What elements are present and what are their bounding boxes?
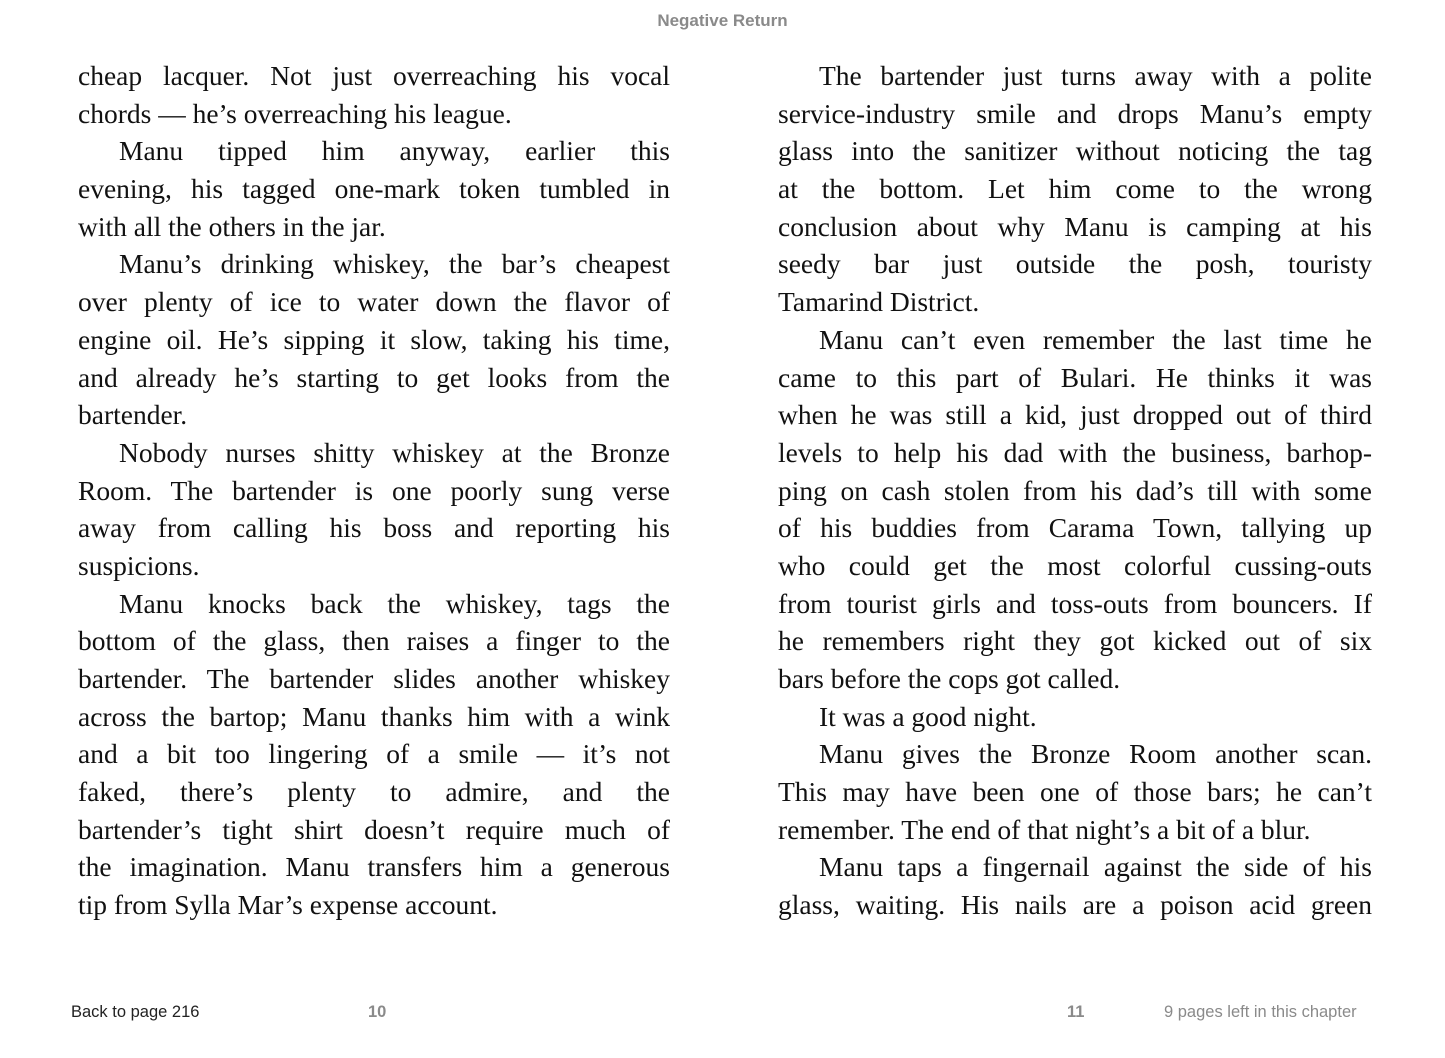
text-line: seedy bar just outside the posh, touristy bbox=[778, 248, 1372, 280]
text-line: suspicions. bbox=[78, 549, 200, 581]
back-to-page-link[interactable]: Back to page 216 bbox=[71, 1003, 200, 1021]
text-line: who could get the most colorful cussing-outs bbox=[778, 549, 1372, 581]
text-line: with all the others in the jar. bbox=[78, 210, 386, 242]
text-line: tip from Sylla Mar’s expense account. bbox=[78, 889, 498, 921]
text-line: Nobody nurses shitty whiskey at the Bronze bbox=[119, 436, 670, 468]
text-line: away from calling his boss and reporting his bbox=[78, 512, 670, 544]
text-line: This may have been one of those bars; he can’t bbox=[778, 776, 1372, 808]
text-line: glass, waiting. His nails are a poison acid green bbox=[778, 889, 1372, 921]
text-line: The bartender just turns away with a polite bbox=[819, 60, 1372, 91]
text-line: conclusion about why Manu is camping at his bbox=[778, 210, 1372, 242]
text-line: he remembers right they got kicked out of six bbox=[778, 625, 1372, 657]
text-line: Manu’s drinking whiskey, the bar’s cheapest bbox=[119, 248, 670, 280]
text-line: bartender. The bartender slides another whiskey bbox=[78, 663, 670, 694]
pages-left-in-chapter: 9 pages left in this chapter bbox=[1164, 1003, 1357, 1021]
text-line: bartender’s tight shirt doesn’t require much of bbox=[78, 813, 670, 845]
text-line: ping on cash stolen from his dad’s till with some bbox=[778, 474, 1372, 506]
text-line: bottom of the glass, then raises a finger to the bbox=[78, 625, 670, 657]
text-line: when he was still a kid, just dropped out of third bbox=[778, 399, 1372, 431]
text-line: chords — he’s overreaching his league. bbox=[78, 97, 512, 129]
text-line: and a bit too lingering of a smile — it’s not bbox=[78, 738, 670, 770]
text-line: over plenty of ice to water down the flavor of bbox=[78, 286, 670, 318]
right-page-number: 11 bbox=[1067, 1003, 1085, 1021]
text-line: of his buddies from Carama Town, tallying up bbox=[778, 512, 1372, 544]
text-line: faked, there’s plenty to admire, and the bbox=[78, 776, 670, 808]
text-line: from tourist girls and toss-outs from bouncers. If bbox=[778, 587, 1372, 619]
right-page bbox=[778, 57, 1372, 924]
text-line: across the bartop; Manu thanks him with a wink bbox=[78, 700, 670, 732]
text-line: evening, his tagged one-mark token tumbled in bbox=[78, 173, 670, 205]
text-line: glass into the sanitizer without noticing the tag bbox=[778, 135, 1372, 167]
text-line: It was a good night. bbox=[819, 700, 1037, 732]
text-line: bartender. bbox=[78, 399, 188, 431]
text-line: at the bottom. Let him come to the wrong bbox=[778, 173, 1372, 205]
text-line: and already he’s starting to get looks from the bbox=[78, 361, 670, 393]
text-line: service-industry smile and drops Manu’s empty bbox=[778, 97, 1372, 129]
text-line: Manu can’t even remember the last time he bbox=[819, 323, 1372, 355]
book-title: Negative Return bbox=[657, 11, 788, 30]
text-line: Manu knocks back the whiskey, tags the bbox=[119, 587, 670, 619]
text-line: levels to help his dad with the business, barhop- bbox=[778, 436, 1372, 468]
text-line: the imagination. Manu transfers him a generous bbox=[78, 851, 670, 883]
text-line: bars before the cops got called. bbox=[778, 663, 1121, 694]
left-page bbox=[78, 57, 670, 924]
text-line: engine oil. He’s sipping it slow, taking his time, bbox=[78, 323, 670, 355]
text-line: Manu taps a fingernail against the side of his bbox=[819, 851, 1372, 883]
left-page-number: 10 bbox=[368, 1003, 387, 1021]
text-line: Room. The bartender is one poorly sung verse bbox=[78, 474, 670, 506]
text-line: remember. The end of that night’s a bit of a blur. bbox=[778, 813, 1311, 845]
text-line: came to this part of Bulari. He thinks it was bbox=[778, 361, 1372, 393]
text-line: Manu tipped him anyway, earlier this bbox=[119, 135, 670, 167]
text-line: cheap lacquer. Not just overreaching his vocal bbox=[78, 60, 670, 91]
text-line: Manu gives the Bronze Room another scan. bbox=[819, 738, 1372, 770]
text-line: Tamarind District. bbox=[778, 286, 980, 318]
